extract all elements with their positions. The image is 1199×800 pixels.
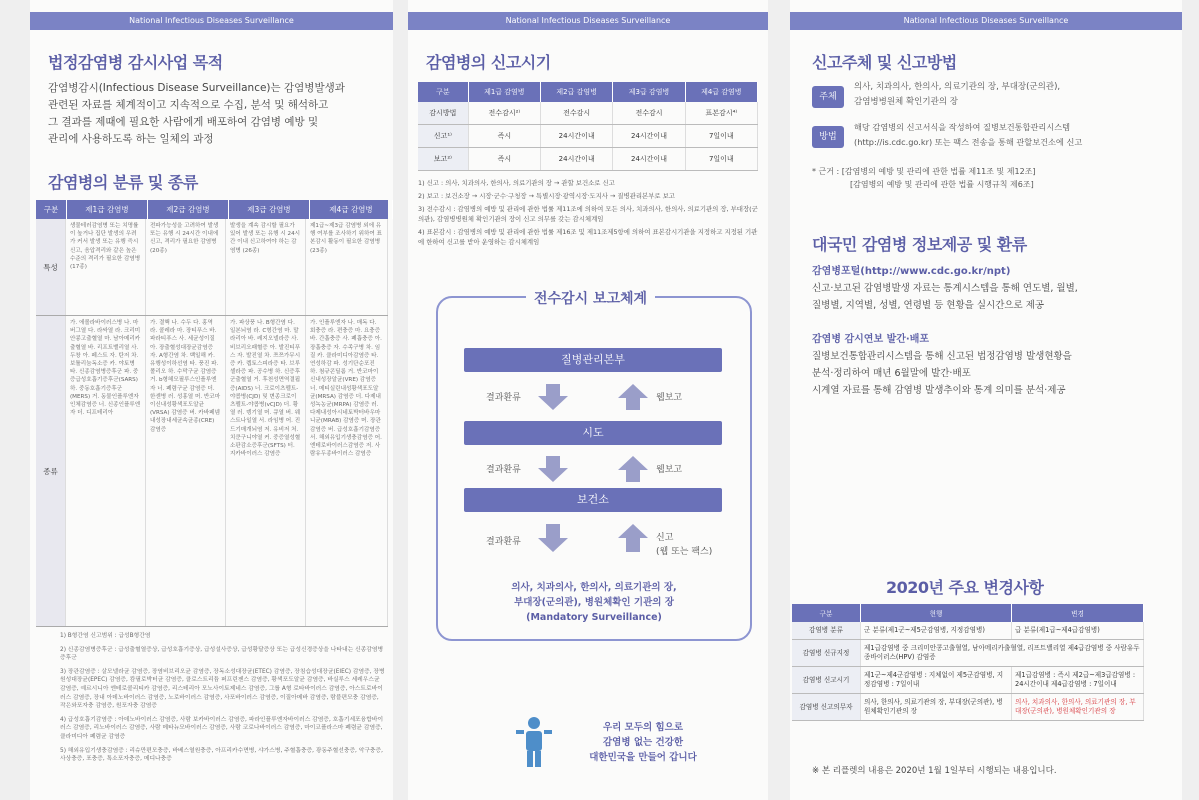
reporters-line: 부대장(군의관), 병원체확인 기관의 장 (514, 597, 674, 608)
note: 3) 전수감시 : 감염병의 예방 및 관리에 관한 법률 제11조에 의하여 모든 의사, 치과의사, 한의사, 의료기관의 장, 부대장(군의관), 감염병병원체 확인기관의 장이 신고 의무를 갖는 감시체계임 (418, 205, 758, 223)
purpose-line: 그 결과를 제때에 필요한 사람에게 배포하여 감염병 예방 및 (48, 116, 319, 128)
note: 1) B형간염 신고범위 : 급성B형간염 (60, 633, 151, 639)
cell: 전수감시²⁾ (468, 102, 540, 125)
up-arrow-icon (618, 384, 648, 410)
people-icon (516, 716, 552, 768)
public-info-title: 대국민 감염병 정보제공 및 환류 (812, 235, 1027, 254)
reporting-time-title: 감염병의 신고시기 (426, 53, 551, 72)
table-row (418, 102, 758, 125)
note: 1) 신고 : 의사, 치과의사, 한의사, 의료기관의 장 → 관할 보건소로 신고 (418, 179, 615, 187)
cell: 7일이내 (685, 125, 757, 148)
level-province: 시도 (464, 421, 722, 445)
kind-row (36, 316, 388, 627)
header-cell: 제1급 감염병 (468, 82, 540, 102)
note: 2) 보고 : 보건소장 → 시장·군수·구청장 → 특별시장·광역시장·도지사 → 질병관리본부로 보고 (418, 192, 675, 200)
slogan-line: 대한민국을 만들어 갑니다 (589, 752, 697, 763)
cell: 제1급감염병 : 즉시 제2급~제3급감염병 : 24시간이내 제4급감염병 : 7일이내 (1012, 667, 1144, 694)
subject-line: 의사, 치과의사, 한의사, 의료기관의 장, 부대장(군의관), (854, 82, 1061, 92)
down-arrow-icon (538, 456, 568, 482)
annual-report-text (812, 348, 1172, 399)
cell: 24시간이내 (541, 148, 613, 171)
annual-line: 시계열 자료를 통해 감염병 발생추이와 통계 의미를 분석·제공 (812, 385, 1066, 396)
note: 4) 급성호흡기감염증 : 아데노바이러스 감염증, 사람 보카바이러스 감염증, 파라인플루엔자바이러스 감염증, 호흡기세포융합바이러스 감염증, 리노바이러스 감염증, 사람 메타뉴모바이러스 감염증, 사람 코로나바이러스 감염증, 마이코플라스마 폐렴균 감염증, 클라미디아 폐렴균 감염증 (60, 716, 384, 740)
header-cell: 구분 (36, 200, 67, 219)
header-cell: 제3급 감염병 (229, 200, 310, 219)
purpose-line: 관련된 자료를 체계적이고 지속적으로 수집, 분석 및 해석하고 (48, 99, 329, 111)
classification-table (36, 200, 388, 627)
feature-cell: 전파가능성을 고려하여 발생 또는 유행 시 24시간 이내에 신고, 격리가 필요한 감염병 (20종) (146, 219, 226, 315)
flow-title: 전수감시 보고체계 (526, 288, 655, 308)
header-cell: 구분 (792, 604, 861, 622)
portal-line: 신고·보고된 감염병발생 자료는 통계시스템을 통해 연도별, 월별, (812, 283, 1078, 294)
reporters-line: 의사, 치과의사, 한의사, 의료기관의 장, (511, 582, 677, 593)
reporting-flow-diagram (436, 291, 752, 641)
purpose-text (48, 80, 388, 148)
note: 4) 표본감시 : 감염병의 예방 및 관리에 관한 법률 제16조 및 제11조제5항에 의하여 표본감시기관을 지정하고 지정된 기관에 한하여 신고를 받아 운영하는 감시체계임 (418, 228, 758, 246)
cell: 감시방법 (418, 102, 468, 125)
annual-report-title: 감염병 감시연보 발간·배포 (812, 334, 930, 345)
table-row (418, 125, 758, 148)
subject-text (854, 80, 1174, 110)
classification-header-row (36, 200, 388, 219)
feature-cell: 발생을 계속 감시할 필요가 있어 발생 또는 유행 시 24시간 이내 신고하여야 하는 감염병 (26종) (226, 219, 306, 315)
cell: 7일이내 (685, 148, 757, 171)
header-cell: 현행 (861, 604, 1012, 622)
method-tag: 방법 (812, 126, 844, 148)
row-label: 종류 (36, 316, 66, 626)
cell: 제1급감염병 중 크리미안콩고출혈열, 남아메리카출혈열, 리프트밸리열 제4급감염병 중 사람유두종바이러스(HPV) 감염증 (861, 640, 1144, 667)
header-cell: 제2급 감염병 (541, 82, 613, 102)
feature-cell: 생물테러감염병 또는 치명률이 높거나 집단 발생의 우려가 커서 발생 또는 유행 즉시 신고, 음압격리와 같은 높은 수준의 격리가 필요한 감염병 (17종) (66, 219, 146, 315)
method-line: 해당 감염병의 신고서식을 작성하여 질병보건통합관리시스템 (854, 122, 1071, 132)
down-label: 결과환류 (486, 465, 521, 475)
slogan (558, 720, 728, 765)
kind-cell: 가. 인플루엔자 나. 매독 다. 회충증 라. 편충증 마. 요충증 바. 간흡충증 사. 폐흡충증 아. 장흡충증 자. 수족구병 차. 임질 카. 클라미디아감염증 타. 연성하감 파. 성기단순포진 하. 첨규콘딜롬 거. 반코마이신내성장알균(VRE) 감염증 너. 메티실린내성황색포도알균(MRSA) 감염증 더. 다제내성녹농균(MRPA) 감염증 러. 다제내성아시네토박터바우마니균(MRAB) 감염증 머. 장관감염증 버. 급성호흡기감염증 서. 해외유입기생충감염증 어. 엔테로바이러스감염증 저. 사람유두종바이러스 감염증 (306, 316, 388, 626)
up-arrow-icon (618, 456, 648, 482)
kind-cell: 가. 에볼라바이러스병 나. 마버그열 다. 라싸열 라. 크리미안콩고출혈열 마. 남아메리카출혈열 바. 리프트밸리열 사. 두창 아. 페스트 자. 탄저 차. 보툴리눔독소증 카. 야토병 타. 신종감염병증후군 파. 중증급성호흡기증후군(SARS) 하. 중동호흡기증후군(MERS) 거. 동물인플루엔자 인체감염증 너. 신종인플루엔자 더. 디프테리아 (66, 316, 146, 626)
up-arrow-icon (618, 524, 648, 552)
note: 5) 해외유입기생충감염증 : 리슈만편모충증, 바베스열원충증, 아프리카수면병, 샤가스병, 주혈흡충증, 광동주혈선충증, 악구충증, 사상충증, 포충증, 톡소포자충증, 메디나충증 (60, 747, 383, 763)
row-label: 특성 (36, 219, 66, 315)
cell: 24시간이내 (613, 125, 685, 148)
table-row (792, 622, 1144, 640)
panel-classification (30, 0, 393, 800)
portal-title: 감염병포털(http://www.cdc.go.kr/npt) (812, 266, 1011, 277)
header-cell: 제4급 감염병 (685, 82, 757, 102)
report-sub-label: (웹 또는 팩스) (656, 547, 713, 557)
cell: 전수감시 (613, 102, 685, 125)
cell-highlighted: 의사, 치과의사, 한의사, 의료기관의 장, 부대장(군의관), 병원체확인기관의 장 (1012, 694, 1144, 721)
header-cell: 제3급 감염병 (613, 82, 685, 102)
down-arrow-icon (538, 524, 568, 552)
level-health-center: 보건소 (464, 488, 722, 512)
feature-cell: 제1급~제3급 감염병 외에 유행 여부를 조사하기 위하여 표본감시 활동이 필요한 감염병 (23종) (306, 219, 388, 315)
basis-line: * 근거 : [감염병의 예방 및 관리에 관한 법률 제11조 및 제12조] (812, 167, 1036, 176)
cell: 24시간이내 (613, 148, 685, 171)
legal-basis (812, 165, 1172, 191)
cell: 표본감시⁴⁾ (685, 102, 757, 125)
cell: 보고²⁾ (418, 148, 468, 171)
slogan-line: 우리 모두의 힘으로 (602, 722, 684, 733)
table-header-row (418, 82, 758, 102)
level-kdca: 질병관리본부 (464, 348, 722, 372)
cell: 감염병 신규지정 (792, 640, 861, 667)
annual-line: 질병보건통합관리시스템을 통해 신고된 법정감염병 발생현황을 (812, 351, 1072, 362)
down-label: 결과환류 (486, 537, 521, 547)
slogan-line: 감염병 없는 건강한 (602, 737, 684, 748)
method-line: (http://is.cdc.go.kr) 또는 팩스 전송을 통해 관할보건소에 신고 (854, 137, 1083, 147)
note: 2) 신종감염병증후군 : 급성출혈열증상, 급성호흡기증상, 급성설사증상, 급성황달증상 또는 급성신경증상을 나타내는 신종감염병증후군 (60, 646, 384, 662)
cell: 의사, 한의사, 의료기관의 장, 부대장(군의관), 병원체확인기관의 장 (861, 694, 1012, 721)
annual-line: 분석·정리하여 매년 6월말에 발간·배포 (812, 368, 971, 379)
method-text (854, 120, 1178, 150)
feature-row (36, 219, 388, 316)
portal-text (812, 280, 1172, 314)
table-row (418, 148, 758, 171)
cell: 전수감시 (541, 102, 613, 125)
table-row (792, 694, 1144, 721)
kind-cell: 가. 파상풍 나. B형간염 다. 일본뇌염 라. C형간염 마. 말라리아 바. 레지오넬라증 사. 비브리오패혈증 아. 발진티푸스 자. 발진열 차. 쯔쯔가무시증 카. 렙토스피라증 타. 브루셀라증 파. 공수병 하. 신증후군출혈열 거. 후천성면역결핍증(AIDS) 너. 크로이츠펠트-야콥병(CJD) 및 변종크로이츠펠트-야콥병(vCJD) 더. 황열 러. 뎅기열 머. 큐열 버. 웨스트나일열 서. 라임병 어. 진드기매개뇌염 저. 유비저 처. 치쿤구니야열 커. 중증열성혈소판감소증후군(SFTS) 터. 지카바이러스 감염증 (226, 316, 306, 626)
table-row (792, 640, 1144, 667)
header-band: National Infectious Diseases Surveillance (408, 12, 768, 30)
down-label: 결과환류 (486, 393, 521, 403)
table-row (792, 667, 1144, 694)
reporting-notes (418, 178, 758, 247)
cell: 급 분류(제1급~제4급감염병) (1012, 622, 1144, 640)
purpose-title: 법정감염병 감시사업 목적 (48, 53, 223, 72)
cell: 즉시 (468, 148, 540, 171)
panel-reporting-time (408, 0, 768, 800)
header-band: National Infectious Diseases Surveillance (30, 12, 393, 30)
subject-tag: 주체 (812, 86, 844, 108)
basis-line: [감염병의 예방 및 관리에 관한 법률 시행규칙 제6조] (850, 180, 1034, 189)
report-label: 신고 (656, 533, 674, 543)
subject-line: 감염병병원체 확인기관의 장 (854, 97, 958, 107)
reporters-text (458, 580, 730, 625)
header-cell: 제2급 감염병 (148, 200, 229, 219)
changes-title: 2020년 주요 변경사항 (886, 578, 1044, 597)
purpose-line: 감염병감시(Infectious Disease Surveillance)는 감염병발생과 (48, 82, 345, 94)
cell: 제1군~제4군감염병 : 지체없이 제5군감염병, 지정감염병 : 7일이내 (861, 667, 1012, 694)
purpose-line: 관리에 사용하도록 하는 일체의 과정 (48, 133, 214, 145)
header-band: National Infectious Diseases Surveillance (790, 12, 1182, 30)
up-label: 웹보고 (656, 465, 683, 475)
reporters-line: (Mandatory Surveillance) (526, 612, 662, 623)
kind-cell: 가. 결핵 나. 수두 다. 홍역 라. 콜레라 마. 장티푸스 바. 파라티푸스 사. 세균성이질 아. 장출혈성대장균감염증 자. A형간염 차. 백일해 카. 유행성이하선염 타. 풍진 파. 폴리오 하. 수막구균 감염증 거. b형헤모필루스인플루엔자 너. 폐렴구균 감염증 더. 한센병 러. 성홍열 머. 반코마이신내성황색포도알균(VRSA) 감염증 버. 카바페넴내성장내세균속균종(CRE) 감염증 (146, 316, 226, 626)
table-header-row (792, 604, 1144, 622)
footer-note: ※ 본 리플렛의 내용은 2020년 1월 1일부터 시행되는 내용입니다. (812, 766, 1057, 776)
cell: 감염병 신고시기 (792, 667, 861, 694)
header-cell: 제1급 감염병 (67, 200, 148, 219)
cell: 군 분류(제1군~제5군감염병, 지정감염병) (861, 622, 1012, 640)
down-arrow-icon (538, 384, 568, 410)
changes-table (792, 604, 1144, 721)
note: 3) 장관감염증 : 살모넬라균 감염증, 장염비브리오균 감염증, 장독소성대장균(ETEC) 감염증, 장침습성대장균(EIEC) 감염증, 장병원성대장균(EPEC) 감염증, 캄필로박터균 감염증, 클로스트리듐 퍼프린젠스 감염증, 황색포도알균 감염증, 바실루스 세레우스균 감염증, 예르시니아 엔테로콜리티카 감염증, 리스테리아 모노사이토제네스 감염증, 그룹 A형 로타바이러스 감염증, 아스트로바이러스 감염증, 장내 아데노바이러스 감염증, 노로바이러스 감염증, 사포바이러스 감염증, 이질아메바 감염증, 람블편모충 감염증, 작은와포자충 감염증, 원포자충 감염증 (60, 668, 385, 710)
header-cell: 구분 (418, 82, 468, 102)
cell: 즉시 (468, 125, 540, 148)
cell: 24시간이내 (541, 125, 613, 148)
reporting-time-table (418, 82, 758, 171)
classification-notes (60, 632, 385, 764)
cell: 신고¹⁾ (418, 125, 468, 148)
header-cell: 변경 (1012, 604, 1144, 622)
portal-line: 질병별, 지역별, 성별, 연령별 등 현황을 실시간으로 제공 (812, 300, 1045, 311)
reporting-method-title: 신고주체 및 신고방법 (812, 53, 957, 72)
cell: 감염병 분류 (792, 622, 861, 640)
cell: 감염병 신고의무자 (792, 694, 861, 721)
header-cell: 제4급 감염병 (310, 200, 393, 219)
classification-title: 감염병의 분류 및 종류 (48, 173, 198, 192)
up-label: 웹보고 (656, 393, 683, 403)
